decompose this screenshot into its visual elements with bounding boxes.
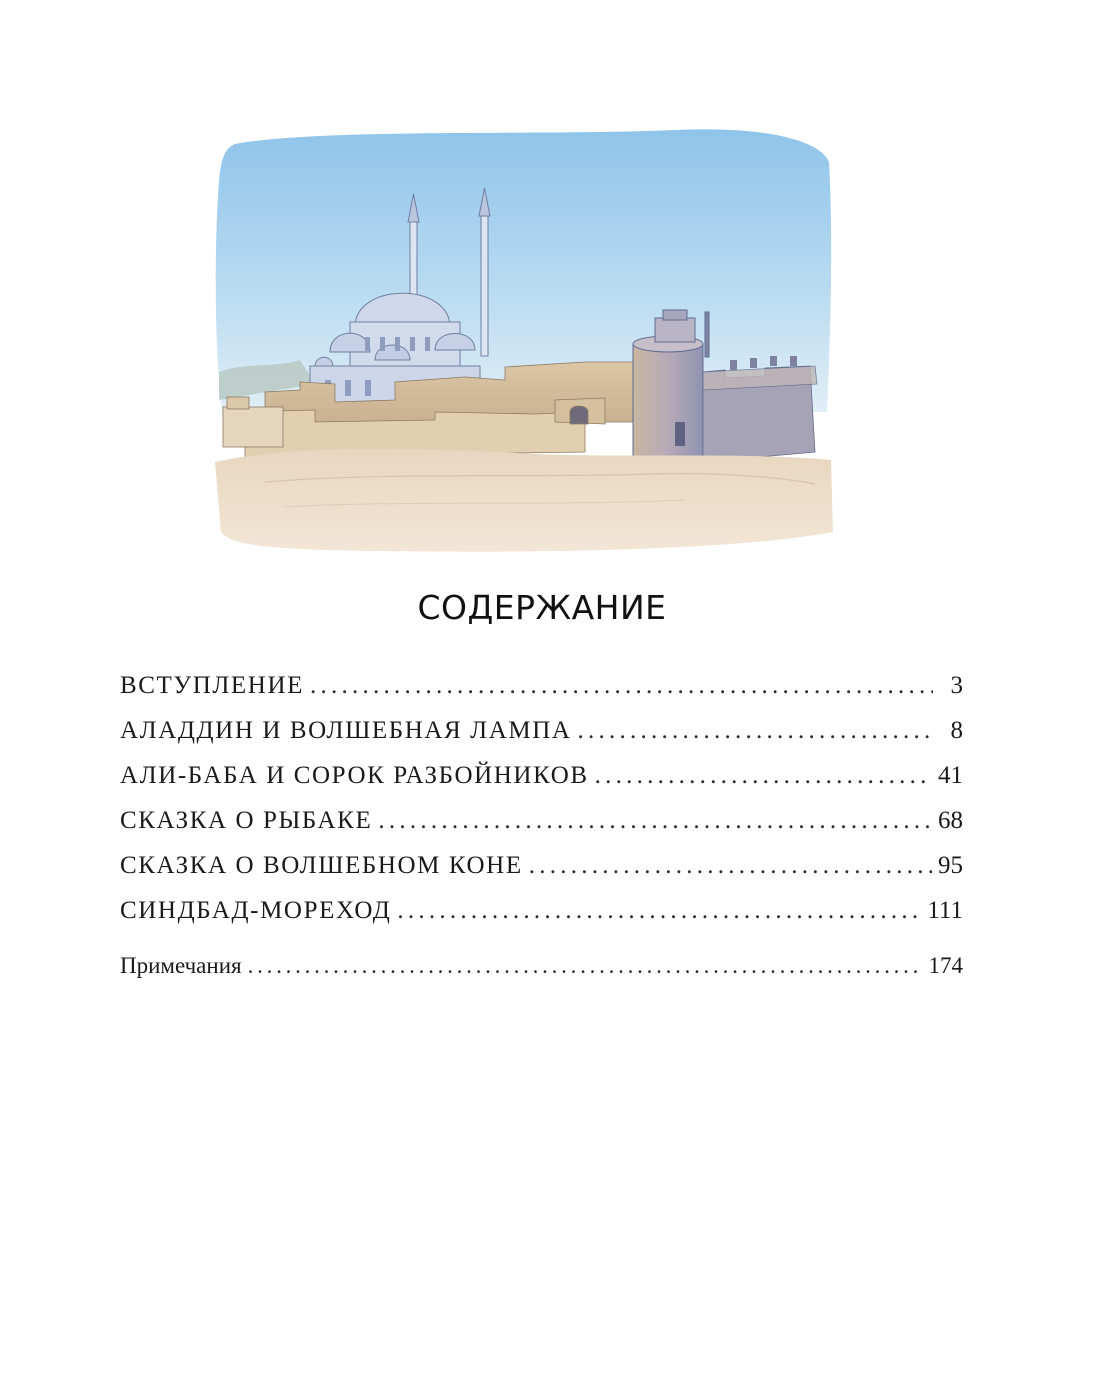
toc-entry[interactable]: [120, 717, 963, 762]
toc-entry-page: 8: [950, 717, 963, 744]
dot-leader: [310, 672, 933, 700]
toc-entry-notes[interactable]: [120, 953, 963, 998]
toc-heading: СОДЕРЖАНИЕ: [417, 588, 667, 627]
fortress-wall-right: [703, 356, 817, 462]
toc-entry-title: АЛИ-БАБА И СОРОК РАЗБОЙНИКОВ: [120, 762, 589, 789]
toc-entry[interactable]: [120, 762, 963, 807]
citadel-illustration: [205, 122, 835, 562]
dot-leader: [397, 897, 921, 925]
toc-entry[interactable]: [120, 672, 963, 717]
toc-entry-page: 3: [950, 672, 963, 699]
dot-leader: [595, 762, 932, 790]
toc-list: [120, 672, 963, 998]
dot-leader: [248, 953, 923, 979]
citadel-illustration-svg: [205, 122, 835, 562]
toc-entry-page: 68: [938, 807, 963, 834]
toc-entry-page: 41: [938, 762, 963, 789]
toc-entry[interactable]: [120, 897, 963, 942]
toc-entry-title: АЛАДДИН И ВОЛШЕБНАЯ ЛАМПА: [120, 717, 572, 744]
sand-foreground: [215, 449, 833, 552]
toc-entry[interactable]: [120, 807, 963, 852]
toc-entry[interactable]: [120, 852, 963, 897]
dot-leader: [378, 807, 932, 835]
toc-entry-title: СИНДБАД-МОРЕХОД: [120, 897, 392, 924]
toc-entry-title: Примечания: [120, 953, 242, 978]
dot-leader: [529, 852, 932, 880]
toc-entry-title: ВСТУПЛЕНИЕ: [120, 672, 304, 699]
toc-entry-page: 111: [927, 897, 963, 924]
toc-entry-title: СКАЗКА О РЫБАКЕ: [120, 807, 373, 834]
toc-entry-page: 95: [938, 852, 963, 879]
toc-entry-page: 174: [928, 953, 963, 978]
dot-leader: [578, 717, 934, 745]
toc-entry-title: СКАЗКА О ВОЛШЕБНОМ КОНЕ: [120, 852, 523, 879]
